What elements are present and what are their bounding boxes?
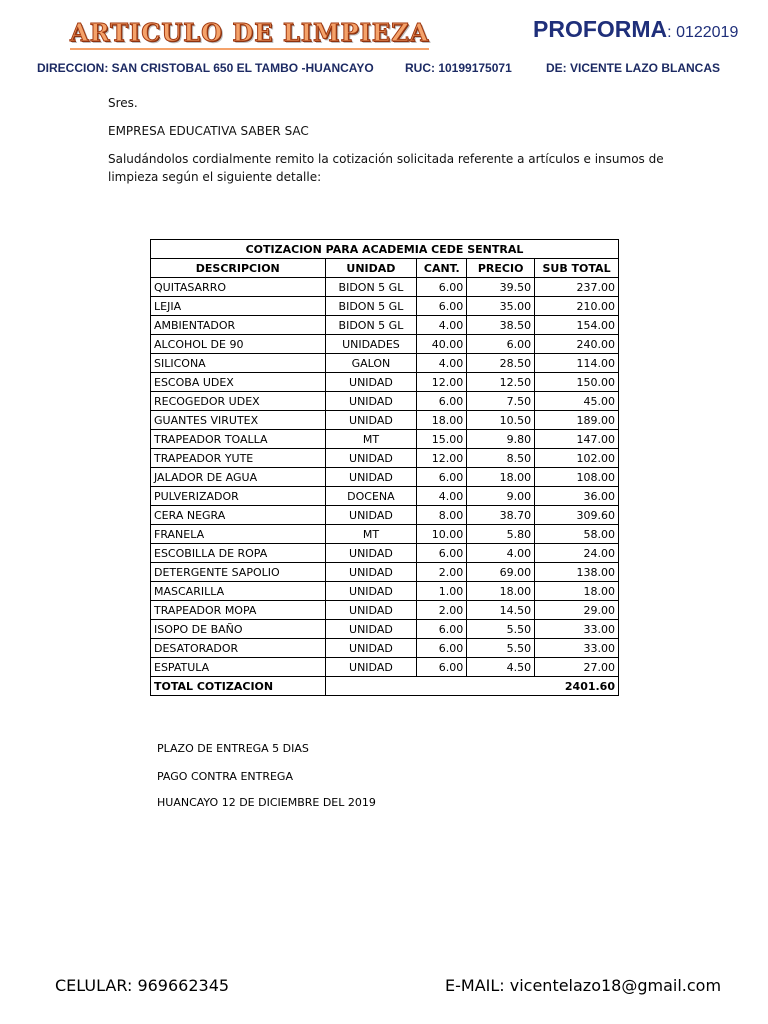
proforma-label: PROFORMA xyxy=(533,16,668,42)
table-cell: UNIDADES xyxy=(325,335,417,354)
table-cell: UNIDAD xyxy=(325,411,417,430)
table-cell: 69.00 xyxy=(467,563,535,582)
table-row xyxy=(151,601,619,620)
table-cell: 15.00 xyxy=(417,430,467,449)
table-cell: 9.00 xyxy=(467,487,535,506)
table-row xyxy=(151,487,619,506)
table-cell: 28.50 xyxy=(467,354,535,373)
table-row xyxy=(151,354,619,373)
phone: CELULAR: 969662345 xyxy=(55,976,230,995)
table-cell: UNIDAD xyxy=(325,601,417,620)
table-cell: 6.00 xyxy=(417,620,467,639)
proforma-heading: PROFORMA: 0122019 xyxy=(533,16,739,42)
recipient-company: EMPRESA EDUCATIVA SABER SAC xyxy=(108,124,309,138)
ruc: RUC: 10199175071 xyxy=(405,61,512,75)
table-cell: 35.00 xyxy=(467,297,535,316)
delivery-term: PLAZO DE ENTREGA 5 DIAS xyxy=(157,742,309,755)
email: E-MAIL: vicentelazo18@gmail.com xyxy=(445,976,722,995)
column-header: CANT. xyxy=(417,259,467,278)
table-cell: 24.00 xyxy=(535,544,619,563)
salutation: Sres. xyxy=(108,96,138,110)
column-header: PRECIO xyxy=(467,259,535,278)
table-cell: PULVERIZADOR xyxy=(151,487,326,506)
table-cell: 6.00 xyxy=(417,544,467,563)
table-cell: 108.00 xyxy=(535,468,619,487)
payment-term: PAGO CONTRA ENTREGA xyxy=(157,770,293,783)
table-cell: LEJIA xyxy=(151,297,326,316)
table-cell: UNIDAD xyxy=(325,449,417,468)
column-header: DESCRIPCION xyxy=(151,259,326,278)
table-row xyxy=(151,316,619,335)
table-cell: 6.00 xyxy=(417,297,467,316)
table-cell: ESPATULA xyxy=(151,658,326,677)
column-header: UNIDAD xyxy=(325,259,417,278)
table-cell: 33.00 xyxy=(535,639,619,658)
total-row xyxy=(151,677,619,696)
table-row xyxy=(151,525,619,544)
table-cell: 2.00 xyxy=(417,563,467,582)
table-cell: 12.50 xyxy=(467,373,535,392)
table-cell: 189.00 xyxy=(535,411,619,430)
table-row xyxy=(151,582,619,601)
table-row xyxy=(151,373,619,392)
table-cell: 12.00 xyxy=(417,449,467,468)
table-row xyxy=(151,297,619,316)
table-cell: 10.50 xyxy=(467,411,535,430)
table-cell: UNIDAD xyxy=(325,582,417,601)
table-cell: 5.50 xyxy=(467,639,535,658)
table-cell: UNIDAD xyxy=(325,658,417,677)
table-cell: 154.00 xyxy=(535,316,619,335)
table-cell: FRANELA xyxy=(151,525,326,544)
table-cell: 6.00 xyxy=(417,392,467,411)
table-cell: MT xyxy=(325,525,417,544)
table-cell: UNIDAD xyxy=(325,468,417,487)
table-cell: 210.00 xyxy=(535,297,619,316)
table-cell: UNIDAD xyxy=(325,639,417,658)
table-cell: 147.00 xyxy=(535,430,619,449)
total-value: 2401.60 xyxy=(325,677,618,696)
table-cell: TRAPEADOR TOALLA xyxy=(151,430,326,449)
table-cell: CERA NEGRA xyxy=(151,506,326,525)
table-row xyxy=(151,658,619,677)
table-row xyxy=(151,278,619,297)
table-cell: 36.00 xyxy=(535,487,619,506)
table-cell: ESCOBA UDEX xyxy=(151,373,326,392)
table-row xyxy=(151,392,619,411)
table-cell: 5.50 xyxy=(467,620,535,639)
table-title: COTIZACION PARA ACADEMIA CEDE SENTRAL xyxy=(151,240,619,259)
table-cell: TRAPEADOR YUTE xyxy=(151,449,326,468)
sender: DE: VICENTE LAZO BLANCAS xyxy=(546,61,720,75)
table-cell: UNIDAD xyxy=(325,373,417,392)
table-cell: BIDON 5 GL xyxy=(325,278,417,297)
table-header-row xyxy=(151,259,619,278)
table-cell: UNIDAD xyxy=(325,506,417,525)
brand-title: ARTICULO DE LIMPIEZA xyxy=(70,18,429,50)
table-cell: SILICONA xyxy=(151,354,326,373)
table-row xyxy=(151,506,619,525)
table-cell: AMBIENTADOR xyxy=(151,316,326,335)
table-cell: 6.00 xyxy=(467,335,535,354)
table-cell: BIDON 5 GL xyxy=(325,297,417,316)
table-cell: 4.50 xyxy=(467,658,535,677)
table-cell: 9.80 xyxy=(467,430,535,449)
table-cell: 6.00 xyxy=(417,278,467,297)
table-cell: 33.00 xyxy=(535,620,619,639)
table-cell: 39.50 xyxy=(467,278,535,297)
table-cell: MT xyxy=(325,430,417,449)
table-row xyxy=(151,411,619,430)
table-cell: 2.00 xyxy=(417,601,467,620)
table-cell: 4.00 xyxy=(417,354,467,373)
table-cell: 237.00 xyxy=(535,278,619,297)
table-cell: GALON xyxy=(325,354,417,373)
table-cell: 58.00 xyxy=(535,525,619,544)
table-cell: GUANTES VIRUTEX xyxy=(151,411,326,430)
table-cell: 6.00 xyxy=(417,468,467,487)
table-cell: BIDON 5 GL xyxy=(325,316,417,335)
table-cell: 10.00 xyxy=(417,525,467,544)
table-cell: ISOPO DE BAÑO xyxy=(151,620,326,639)
table-cell: 6.00 xyxy=(417,639,467,658)
table-row xyxy=(151,430,619,449)
table-cell: DESATORADOR xyxy=(151,639,326,658)
table-cell: ALCOHOL DE 90 xyxy=(151,335,326,354)
table-row xyxy=(151,449,619,468)
table-row xyxy=(151,639,619,658)
table-cell: DETERGENTE SAPOLIO xyxy=(151,563,326,582)
quotation-table xyxy=(150,239,619,696)
table-cell: 138.00 xyxy=(535,563,619,582)
table-cell: 40.00 xyxy=(417,335,467,354)
address: DIRECCION: SAN CRISTOBAL 650 EL TAMBO -HUANCAYO xyxy=(37,61,374,75)
table-cell: 38.70 xyxy=(467,506,535,525)
table-cell: UNIDAD xyxy=(325,544,417,563)
table-cell: 8.00 xyxy=(417,506,467,525)
table-cell: 102.00 xyxy=(535,449,619,468)
table-cell: 7.50 xyxy=(467,392,535,411)
table-cell: ESCOBILLA DE ROPA xyxy=(151,544,326,563)
table-cell: 150.00 xyxy=(535,373,619,392)
table-row xyxy=(151,335,619,354)
table-cell: TRAPEADOR MOPA xyxy=(151,601,326,620)
table-cell: 38.50 xyxy=(467,316,535,335)
table-row xyxy=(151,620,619,639)
table-cell: 6.00 xyxy=(417,658,467,677)
date-line: HUANCAYO 12 DE DICIEMBRE DEL 2019 xyxy=(157,796,376,809)
table-row xyxy=(151,468,619,487)
table-cell: 12.00 xyxy=(417,373,467,392)
table-cell: 4.00 xyxy=(417,487,467,506)
table-cell: QUITASARRO xyxy=(151,278,326,297)
intro-paragraph: Saludándolos cordialmente remito la cotización solicitada referente a artículos e insumos de limpieza según el siguiente detalle: xyxy=(108,152,664,184)
table-cell: 4.00 xyxy=(417,316,467,335)
table-cell: 8.50 xyxy=(467,449,535,468)
table-row xyxy=(151,544,619,563)
table-cell: 45.00 xyxy=(535,392,619,411)
table-cell: UNIDAD xyxy=(325,620,417,639)
table-cell: 18.00 xyxy=(467,468,535,487)
column-header: SUB TOTAL xyxy=(535,259,619,278)
table-cell: 18.00 xyxy=(467,582,535,601)
table-cell: 309.60 xyxy=(535,506,619,525)
table-cell: DOCENA xyxy=(325,487,417,506)
table-cell: 18.00 xyxy=(535,582,619,601)
table-cell: MASCARILLA xyxy=(151,582,326,601)
table-cell: 14.50 xyxy=(467,601,535,620)
table-cell: 29.00 xyxy=(535,601,619,620)
table-cell: 114.00 xyxy=(535,354,619,373)
table-cell: UNIDAD xyxy=(325,563,417,582)
table-cell: JALADOR DE AGUA xyxy=(151,468,326,487)
table-cell: 240.00 xyxy=(535,335,619,354)
total-label: TOTAL COTIZACION xyxy=(151,677,326,696)
table-cell: 27.00 xyxy=(535,658,619,677)
table-cell: 5.80 xyxy=(467,525,535,544)
table-cell: RECOGEDOR UDEX xyxy=(151,392,326,411)
table-row xyxy=(151,563,619,582)
table-cell: 1.00 xyxy=(417,582,467,601)
proforma-number: 0122019 xyxy=(676,24,739,41)
table-cell: 18.00 xyxy=(417,411,467,430)
table-cell: UNIDAD xyxy=(325,392,417,411)
table-cell: 4.00 xyxy=(467,544,535,563)
